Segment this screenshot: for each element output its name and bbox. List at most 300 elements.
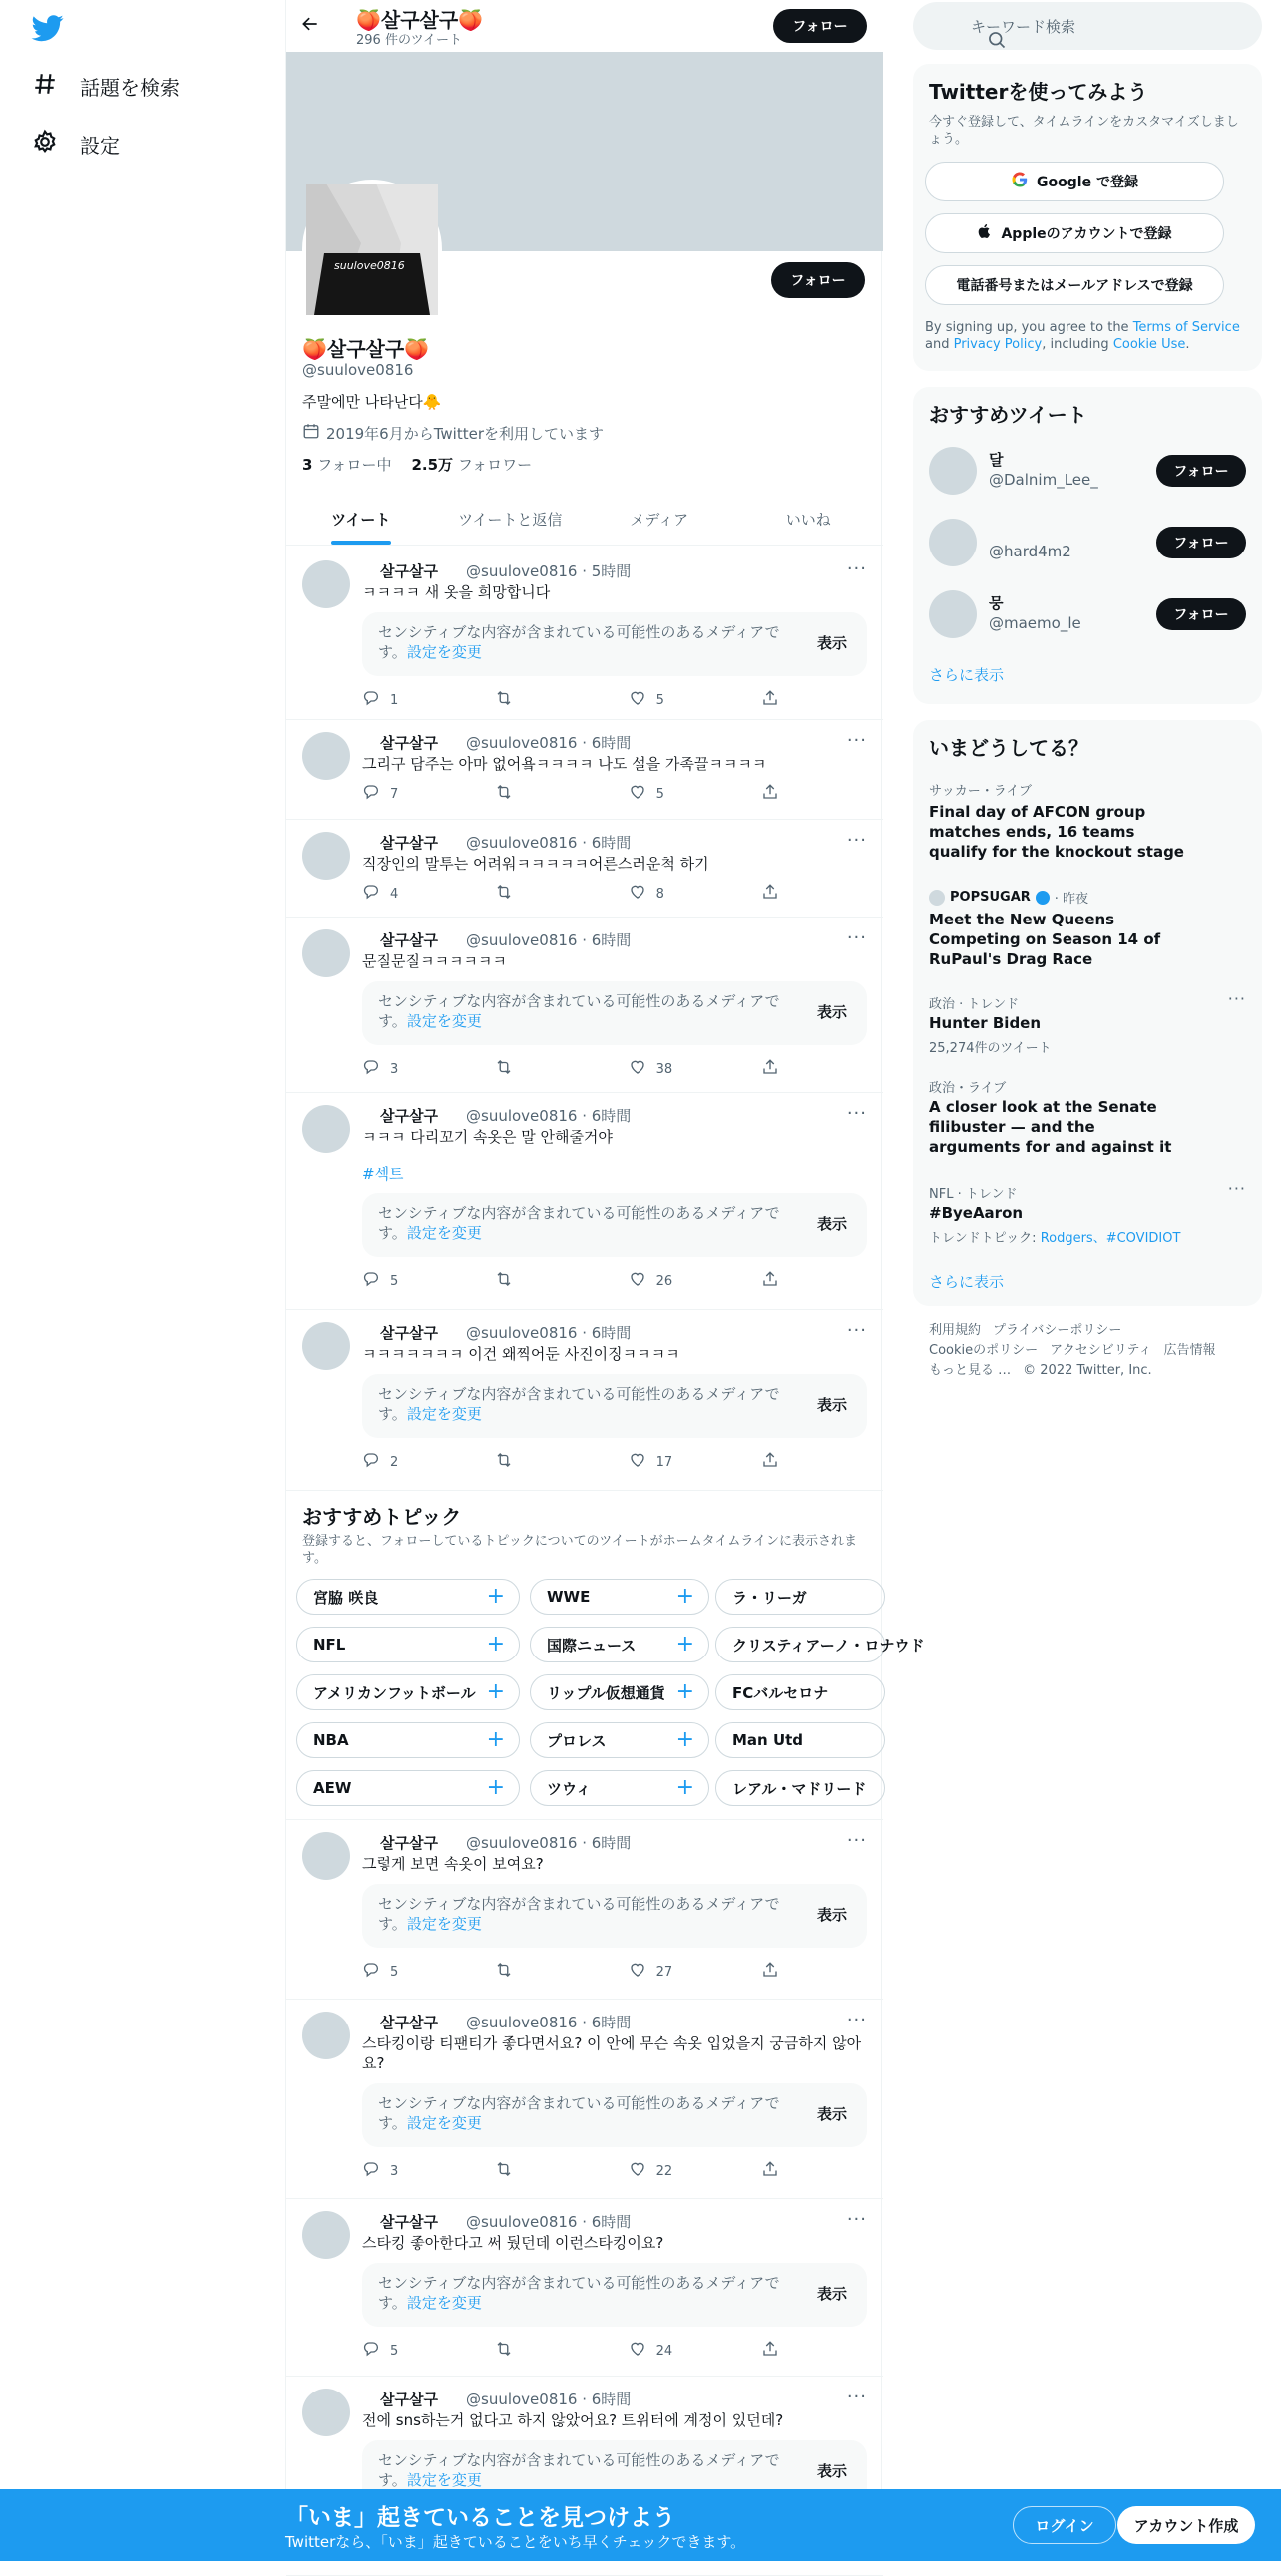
trend-3-more-icon[interactable]: ···	[1227, 989, 1246, 1008]
change-settings-link[interactable]: 設定を変更	[406, 1224, 482, 1242]
create-account-button[interactable]: アカウント作成	[1117, 2506, 1255, 2544]
recommended-user-name: 달	[989, 451, 1004, 469]
share-icon	[761, 1961, 779, 1983]
share-icon	[761, 883, 779, 905]
bottom-bar-subtitle: Twitterなら、「いま」起きていることをいち早くチェックできます。	[285, 2533, 746, 2551]
like-button[interactable]	[629, 1059, 733, 1079]
share-icon	[761, 1451, 779, 1473]
topic-chip-label: NFL	[313, 1636, 346, 1654]
recommended-more-link[interactable]: さらに表示	[929, 666, 1005, 684]
reply-button[interactable]	[362, 884, 467, 904]
tab-tweets[interactable]: ツイート	[286, 493, 436, 545]
legal-including: , including	[1042, 337, 1113, 352]
tweet-text: 문질문질ㅋㅋㅋㅋㅋㅋ	[362, 952, 507, 970]
topic-chip[interactable]	[715, 1722, 885, 1758]
footer-privacy[interactable]: プライバシーポリシー	[993, 1323, 1122, 1338]
reply-button[interactable]	[362, 1452, 467, 1472]
like-button[interactable]	[629, 1452, 733, 1472]
change-settings-link[interactable]: 設定を変更	[406, 1915, 482, 1933]
more-icon[interactable]: ···	[846, 1830, 867, 1851]
profile-follow-button[interactable]: フォロー	[771, 262, 865, 298]
tweet-actions	[362, 690, 781, 710]
phone-signup-button[interactable]	[925, 265, 1224, 305]
search-box[interactable]	[913, 2, 1262, 50]
like-count: 8	[655, 886, 664, 902]
topic-chip[interactable]	[530, 1722, 709, 1758]
retweet-icon	[495, 783, 513, 805]
plus-icon[interactable]: +	[675, 1727, 694, 1752]
change-settings-link[interactable]: 設定を変更	[406, 643, 482, 661]
like-count: 27	[655, 1964, 673, 1980]
share-icon	[761, 1270, 779, 1291]
cookie-link[interactable]: Cookie Use	[1112, 337, 1186, 352]
like-count: 26	[655, 1273, 673, 1288]
plus-icon[interactable]: +	[675, 1632, 694, 1656]
nav-settings[interactable]	[32, 124, 120, 164]
reply-icon	[362, 1058, 380, 1080]
sensitive-text: センシティブな内容が含まれている可能性のあるメディアです。	[378, 1385, 780, 1423]
trend-3-count: 25,274件のツイート	[929, 1041, 1052, 1056]
heart-icon	[629, 689, 646, 711]
topic-chip[interactable]	[296, 1770, 520, 1806]
tweet-hashtag[interactable]: #섹트	[362, 1165, 404, 1183]
tweet-avatar[interactable]	[302, 832, 350, 880]
bottom-bar-title: 「いま」起きていることを見つけよう	[285, 2505, 675, 2531]
tweet-author-name[interactable]: 살구살구	[380, 2213, 438, 2231]
topic-chip-label: アメリカンフットボール	[313, 1683, 476, 1702]
footer-ads[interactable]: 広告情報	[1163, 1343, 1216, 1358]
following-count: 3	[302, 456, 313, 474]
retweet-icon	[495, 2160, 513, 2182]
sensitive-text: センシティブな内容が含まれている可能性のあるメディアです。	[378, 1895, 780, 1933]
tweet-author-name[interactable]: 살구살구	[380, 2391, 438, 2408]
trend-4-title[interactable]: A closer look at the Senate filibuster — and the arguments for and against it	[929, 1098, 1172, 1156]
trends-more-link[interactable]: さらに表示	[929, 1273, 1005, 1290]
trend-5-topic	[929, 1227, 1180, 1246]
retweet-icon	[495, 2340, 513, 2362]
more-icon[interactable]: ···	[846, 2010, 867, 2030]
more-icon[interactable]: ···	[846, 2387, 867, 2407]
tweet-avatar[interactable]	[302, 1832, 350, 1880]
trend-5-more-icon[interactable]: ···	[1227, 1179, 1246, 1198]
footer-cookie[interactable]: Cookieのポリシー	[929, 1343, 1039, 1358]
tweet-avatar[interactable]	[302, 560, 350, 608]
apple-icon	[977, 223, 993, 243]
signup-card	[913, 64, 1262, 371]
recommended-topics	[286, 1491, 925, 1820]
topic-chip[interactable]	[530, 1674, 709, 1710]
privacy-link[interactable]: Privacy Policy	[953, 337, 1043, 352]
tweet[interactable]	[286, 1093, 883, 1310]
reply-icon	[362, 2340, 380, 2362]
reply-count: 7	[390, 786, 399, 802]
change-settings-link[interactable]: 設定を変更	[406, 2471, 482, 2489]
change-settings-link[interactable]: 設定を変更	[406, 2294, 482, 2312]
reply-button[interactable]	[362, 2161, 467, 2181]
like-button[interactable]	[629, 2161, 733, 2181]
topic-chip[interactable]	[715, 1770, 885, 1806]
recommended-user-handle: @hard4m2	[989, 543, 1071, 560]
retweet-button[interactable]	[495, 1962, 600, 1982]
tweet-author-name[interactable]: 살구살구	[380, 834, 438, 852]
more-icon[interactable]: ···	[846, 1103, 867, 1124]
tab-tweets-replies[interactable]: ツイートと返信	[458, 510, 563, 529]
tweet-author-name[interactable]: 살구살구	[380, 562, 438, 580]
avatar[interactable]	[929, 590, 977, 638]
sensitive-text-block	[378, 1384, 797, 1424]
plus-icon[interactable]: +	[675, 1679, 694, 1704]
heart-icon	[629, 2160, 646, 2182]
tweet[interactable]	[286, 2000, 883, 2199]
retweet-button[interactable]	[495, 884, 600, 904]
apple-signup-label: Appleのアカウントで登録	[1001, 226, 1172, 242]
tweet-avatar[interactable]	[302, 2012, 350, 2059]
trend-2-time: · 昨夜	[1054, 892, 1089, 907]
topic-chip-label: リップル仮想通貨	[547, 1683, 665, 1702]
share-button[interactable]	[761, 690, 781, 710]
share-button[interactable]	[761, 784, 781, 804]
more-icon[interactable]: ···	[846, 927, 867, 948]
more-icon[interactable]: ···	[846, 2209, 867, 2230]
plus-icon[interactable]: +	[486, 1775, 505, 1800]
sensitive-text-block	[378, 622, 797, 662]
share-icon	[761, 1058, 779, 1080]
tweet-author-name[interactable]: 살구살구	[380, 1324, 438, 1342]
followers-link[interactable]	[411, 454, 532, 475]
trend-1-title[interactable]: Final day of AFCON group matches ends, 16 teams qualify for the knockout stage	[929, 803, 1184, 861]
sensitive-text: センシティブな内容が含まれている可能性のあるメディアです。	[378, 2274, 780, 2312]
tweet-actions	[362, 1271, 781, 1290]
login-button[interactable]: ログイン	[1013, 2506, 1116, 2544]
change-settings-link[interactable]: 設定を変更	[406, 1012, 482, 1030]
share-button[interactable]	[761, 2161, 781, 2181]
google-signup-button[interactable]	[925, 162, 1224, 201]
hashtag-icon	[32, 71, 58, 102]
heart-icon	[629, 883, 646, 905]
sensitive-text-block	[378, 991, 797, 1031]
more-icon[interactable]: ···	[846, 830, 867, 851]
more-icon[interactable]: ···	[846, 730, 867, 751]
sensitive-text-block	[378, 2450, 797, 2490]
tweet-meta: @suulove0816 · 6時間	[466, 2213, 632, 2231]
share-button[interactable]	[761, 1271, 781, 1290]
trends-card	[913, 720, 1262, 1306]
reply-button[interactable]	[362, 1059, 467, 1079]
tweet-avatar[interactable]	[302, 732, 350, 780]
phone-signup-label: 電話番号またはメールアドレスで登録	[956, 278, 1193, 294]
tweet[interactable]	[286, 1310, 883, 1491]
search-placeholder: キーワード検索	[971, 18, 1076, 36]
tweet-avatar[interactable]	[302, 2211, 350, 2259]
reply-count: 5	[390, 1964, 399, 1980]
trend-4-category: 政治・ライブ	[929, 1081, 1007, 1096]
retweet-icon	[495, 1270, 513, 1291]
reply-icon	[362, 2160, 380, 2182]
topic-chip-label: AEW	[313, 1779, 352, 1797]
topic-chip-label: WWE	[547, 1588, 591, 1606]
avatar[interactable]	[929, 447, 977, 495]
retweet-icon	[495, 883, 513, 905]
google-signup-label: Google で登録	[1037, 175, 1138, 190]
share-button[interactable]	[761, 1452, 781, 1472]
trend-2-source	[929, 888, 1088, 907]
tweet[interactable]	[286, 2199, 883, 2377]
tweet-meta: @suulove0816 · 6時間	[466, 2014, 632, 2031]
share-icon	[761, 689, 779, 711]
heart-icon	[629, 1058, 646, 1080]
footer-more[interactable]: もっと見る …	[929, 1363, 1012, 1378]
tweet-author-name[interactable]: 살구살구	[380, 2014, 438, 2031]
sensitive-text-block	[378, 1894, 797, 1934]
header-follow-button[interactable]: フォロー	[773, 9, 867, 43]
tweet-text: 전에 sns하는거 없다고 하지 않았어요? 트위터에 계정이 있던데?	[362, 2411, 784, 2429]
tweet-text: 직장인의 말투는 어려워ㅋㅋㅋㅋㅋ어른스러운척 하기	[362, 855, 709, 873]
retweet-button[interactable]	[495, 1059, 600, 1079]
tweet-text: 스타킹 좋아한다고 써 뒀던데 이런스타킹이요?	[362, 2234, 664, 2252]
nav-explore-label: 話題を検索	[80, 75, 180, 100]
reply-icon	[362, 689, 380, 711]
trend-3-title[interactable]: Hunter Biden	[929, 1014, 1042, 1032]
retweet-button[interactable]	[495, 1271, 600, 1290]
topic-chip-label: Man Utd	[732, 1731, 804, 1749]
sensitive-text-block	[378, 2273, 797, 2313]
reply-button[interactable]	[362, 690, 467, 710]
like-button[interactable]	[629, 1271, 733, 1290]
following-link[interactable]	[302, 454, 391, 475]
trend-5-title[interactable]: #ByeAaron	[929, 1204, 1024, 1222]
recommended-follow-button[interactable]: フォロー	[1156, 527, 1246, 558]
sensitive-text: センシティブな内容が含まれている可能性のあるメディアです。	[378, 2451, 780, 2489]
reply-button[interactable]	[362, 784, 467, 804]
topic-chip[interactable]	[715, 1674, 885, 1710]
like-count: 38	[655, 1061, 673, 1077]
retweet-button[interactable]	[495, 784, 600, 804]
tweet-actions	[362, 1059, 781, 1079]
profile-handle: @suulove0816	[302, 361, 414, 379]
trend-2-source-name: POPSUGAR	[950, 890, 1031, 905]
show-media-button[interactable]: 表示	[816, 2462, 847, 2480]
plus-icon[interactable]: +	[675, 1584, 694, 1609]
topics-title: おすすめトピック	[302, 1505, 462, 1529]
trend-5-topic-links[interactable]: Rodgers、#COVIDIOT	[1040, 1231, 1181, 1246]
change-settings-link[interactable]: 設定を変更	[406, 2114, 482, 2132]
share-button[interactable]	[761, 884, 781, 904]
topic-chip[interactable]	[530, 1579, 709, 1615]
tab-media[interactable]: メディア	[630, 510, 689, 529]
avatar[interactable]	[929, 519, 977, 566]
topic-chip[interactable]	[715, 1627, 925, 1662]
heart-icon	[629, 1451, 646, 1473]
tweet-avatar[interactable]	[302, 929, 350, 977]
reply-button[interactable]	[362, 1962, 467, 1982]
profile-avatar[interactable]	[302, 180, 442, 319]
tweet-avatar[interactable]	[302, 2389, 350, 2436]
nav-explore[interactable]	[32, 66, 180, 106]
show-media-button[interactable]: 表示	[816, 1003, 847, 1021]
plus-icon[interactable]: +	[486, 1727, 505, 1752]
show-media-button[interactable]: 表示	[816, 2105, 847, 2123]
show-media-button[interactable]: 表示	[816, 1906, 847, 1924]
reply-button[interactable]	[362, 2341, 467, 2361]
topic-chip-label: レアル・マドリード	[732, 1779, 867, 1798]
retweet-icon	[495, 1961, 513, 1983]
source-avatar	[929, 890, 945, 906]
reply-icon	[362, 883, 380, 905]
tab-likes[interactable]: いいね	[785, 510, 831, 529]
tweet-text: ㅋㅋㅋㅋ 새 옷을 희망합니다	[362, 583, 551, 601]
trend-2-title[interactable]: Meet the New Queens Competing on Season 14 of RuPaul's Drag Race	[929, 911, 1161, 968]
plus-icon[interactable]: +	[486, 1584, 505, 1609]
topic-chip[interactable]	[715, 1579, 885, 1615]
topic-chip[interactable]	[296, 1579, 520, 1615]
topic-chip-label: ラ・リーガ	[732, 1588, 807, 1607]
show-media-button[interactable]: 表示	[816, 1396, 847, 1414]
show-media-button[interactable]: 表示	[816, 1215, 847, 1233]
like-count: 22	[655, 2163, 673, 2179]
plus-icon[interactable]: +	[675, 1775, 694, 1800]
topic-chip[interactable]	[296, 1627, 520, 1662]
tweet-meta: @suulove0816 · 6時間	[466, 931, 632, 949]
terms-link[interactable]: Terms of Service	[1132, 320, 1240, 335]
sensitive-text: センシティブな内容が含まれている可能性のあるメディアです。	[378, 992, 780, 1030]
retweet-button[interactable]	[495, 2161, 600, 2181]
plus-icon[interactable]: +	[486, 1679, 505, 1704]
footer-accessibility[interactable]: アクセシビリティ	[1050, 1343, 1152, 1358]
sensitive-text: センシティブな内容が含まれている可能性のあるメディアです。	[378, 2094, 780, 2132]
retweet-icon	[495, 1451, 513, 1473]
share-icon	[761, 2160, 779, 2182]
tweet-author-name[interactable]: 살구살구	[380, 1107, 438, 1125]
tweet-meta: @suulove0816 · 5時間	[466, 562, 632, 580]
legal-and: and	[925, 337, 954, 352]
tweet-actions	[362, 884, 781, 904]
gear-icon	[32, 129, 58, 160]
signup-description: 今すぐ登録して、タイムラインをカスタマイズしましょう。	[929, 115, 1239, 147]
like-button[interactable]	[629, 2341, 733, 2361]
heart-icon	[629, 783, 646, 805]
tweet[interactable]	[286, 918, 883, 1093]
topic-chip[interactable]	[296, 1674, 520, 1710]
tweet-avatar[interactable]	[302, 1105, 350, 1153]
followers-label: フォロワー	[457, 456, 533, 474]
reply-icon	[362, 1451, 380, 1473]
like-count: 24	[655, 2343, 673, 2359]
change-settings-link[interactable]: 設定を変更	[406, 1405, 482, 1423]
footer-links	[929, 1321, 1258, 1381]
topic-chip[interactable]	[296, 1722, 520, 1758]
profile-joined-text: 2019年6月からTwitterを利用しています	[326, 424, 604, 443]
like-button[interactable]	[629, 784, 733, 804]
header-tweet-count: 296 件のツイート	[356, 33, 463, 48]
tweet[interactable]	[286, 549, 883, 720]
sensitive-media-notice	[362, 1884, 867, 1948]
like-button[interactable]	[629, 884, 733, 904]
more-icon[interactable]: ···	[846, 1320, 867, 1341]
show-media-button[interactable]: 表示	[816, 2285, 847, 2303]
reply-icon	[362, 783, 380, 805]
reply-button[interactable]	[362, 1271, 467, 1290]
retweet-icon	[495, 689, 513, 711]
tweet-actions	[362, 1962, 781, 1982]
sensitive-text: センシティブな内容が含まれている可能性のあるメディアです。	[378, 623, 780, 661]
recommended-follow-button[interactable]: フォロー	[1156, 455, 1246, 487]
tweet-text: ㅋㅋㅋㅋㅋㅋㅋ 이건 왜찍어둔 사진이징ㅋㅋㅋㅋ	[362, 1345, 680, 1363]
trends-title: いまどうしてる？	[929, 736, 1088, 760]
topics-description: 登録すると、フォローしているトピックについてのツイートがホームタイムラインに表示されます。	[302, 1534, 858, 1566]
profile-tabs	[286, 493, 883, 546]
reply-icon	[362, 1961, 380, 1983]
tweet[interactable]	[286, 720, 883, 820]
reply-icon	[362, 1270, 380, 1291]
plus-icon[interactable]: +	[486, 1632, 505, 1656]
reply-count: 2	[390, 1454, 399, 1470]
verified-badge-icon	[1036, 891, 1050, 905]
tweet-actions	[362, 2161, 781, 2181]
reply-count: 4	[390, 886, 399, 902]
sensitive-media-notice	[362, 612, 867, 676]
topic-chip-label: FCバルセロナ	[732, 1683, 829, 1702]
sensitive-media-notice	[362, 981, 867, 1045]
like-button[interactable]	[629, 690, 733, 710]
recommended-follow-button[interactable]: フォロー	[1156, 598, 1246, 630]
more-icon[interactable]: ···	[846, 558, 867, 579]
back-arrow-icon[interactable]	[300, 14, 324, 38]
topic-chip-label: 宮脇 咲良	[313, 1588, 379, 1607]
sensitive-media-notice	[362, 2263, 867, 2327]
profile-follow-stats	[302, 454, 532, 475]
topic-chip[interactable]	[530, 1627, 709, 1662]
tweet-actions	[362, 2341, 781, 2361]
tweet-text: 스타킹이랑 티팬티가 좋다면서요? 이 안에 무슨 속옷 입었을지 궁금하지 않아요?	[362, 2034, 862, 2072]
twitter-logo-icon[interactable]	[32, 12, 64, 44]
tweet-author-name[interactable]: 살구살구	[380, 734, 438, 752]
like-count: 17	[655, 1454, 673, 1470]
retweet-button[interactable]	[495, 690, 600, 710]
topic-chip-label: NBA	[313, 1731, 349, 1749]
tweet[interactable]	[286, 1820, 883, 2000]
tweet-author-name[interactable]: 살구살구	[380, 1834, 438, 1852]
share-icon	[761, 783, 779, 805]
retweet-button[interactable]	[495, 1452, 600, 1472]
topic-chip-label: ツウィ	[547, 1779, 592, 1798]
share-button[interactable]	[761, 1059, 781, 1079]
share-button[interactable]	[761, 1962, 781, 1982]
sensitive-text-block	[378, 2093, 797, 2133]
calendar-icon	[302, 422, 320, 444]
topic-chip[interactable]	[530, 1770, 709, 1806]
retweet-button[interactable]	[495, 2341, 600, 2361]
tweet[interactable]	[286, 820, 883, 918]
tweet-avatar[interactable]	[302, 1322, 350, 1370]
apple-signup-button[interactable]	[925, 213, 1224, 253]
tweet-meta: @suulove0816 · 6時間	[466, 734, 632, 752]
show-media-button[interactable]: 表示	[816, 634, 847, 652]
reply-count: 1	[390, 692, 399, 708]
share-button[interactable]	[761, 2341, 781, 2361]
trend-3-category: 政治 · トレンド	[929, 997, 1020, 1012]
like-button[interactable]	[629, 1962, 733, 1982]
retweet-icon	[495, 1058, 513, 1080]
tweet-text: 그렇게 보면 속옷이 보여요?	[362, 1855, 544, 1873]
heart-icon	[629, 2340, 646, 2362]
tweet-author-name[interactable]: 살구살구	[380, 931, 438, 949]
recommended-user-name: 뭉	[989, 594, 1004, 612]
tweet-meta: @suulove0816 · 6時間	[466, 834, 632, 852]
recommended-card	[913, 387, 1262, 704]
footer-terms[interactable]: 利用規約	[929, 1323, 982, 1338]
recommended-user-handle: @Dalnim_Lee_	[989, 471, 1098, 489]
header-title: 🍑살구살구🍑	[356, 8, 484, 32]
